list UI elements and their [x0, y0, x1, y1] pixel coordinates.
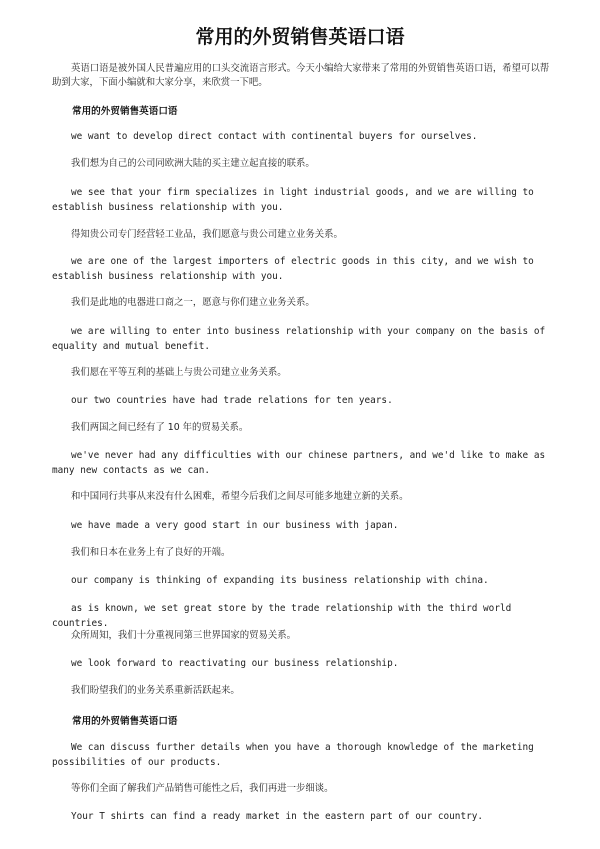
paragraph-chinese: 得知贵公司专门经营轻工业品，我们愿意与贵公司建立业务关系。 [71, 229, 343, 240]
paragraph-chinese: 我们想为自己的公司同欧洲大陆的买主建立起直接的联系。 [71, 158, 315, 169]
paragraph-english: we look forward to reactivating our business relationship. [71, 658, 399, 669]
section-heading: 常用的外贸销售英语口语 [72, 106, 178, 117]
section-heading: 常用的外贸销售英语口语 [72, 716, 178, 727]
intro-paragraph: 英语口语是被外国人民普遍应用的口头交流语言形式。今天小编给大家带来了常用的外贸销售英语口语，希望可以帮助到大家，下面小编就和大家分享，来欣赏一下吧。 [52, 63, 550, 88]
paragraph-chinese: 我们和日本在业务上有了良好的开端。 [71, 547, 231, 558]
paragraph-english: we see that your firm specializes in light industrial goods, and we are willing to establish business relationship with you. [52, 187, 534, 213]
paragraph-english: we've never had any difficulties with our chinese partners, and we'd like to make as many new contacts as we can. [52, 450, 546, 476]
paragraph-chinese: 众所周知，我们十分重视同第三世界国家的贸易关系。 [71, 630, 297, 641]
paragraph-english: our company is thinking of expanding its business relationship with china. [71, 575, 489, 586]
paragraph-english: we want to develop direct contact with continental buyers for ourselves. [71, 131, 478, 142]
paragraph-chinese: 我们是此地的电器进口商之一，愿意与你们建立业务关系。 [71, 297, 315, 308]
paragraph-english: Your T shirts can find a ready market in the eastern part of our country. [71, 811, 484, 822]
paragraph-chinese: 等你们全面了解我们产品销售可能性之后，我们再进一步细谈。 [71, 783, 334, 794]
paragraph-english: We can discuss further details when you have a thorough knowledge of the marketing possibilities of our products. [52, 742, 534, 768]
page-title: 常用的外贸销售英语口语 [195, 26, 405, 48]
paragraph-chinese: 我们愿在平等互利的基础上与贵公司建立业务关系。 [71, 367, 287, 378]
paragraph-english: we are one of the largest importers of electric goods in this city, and we wish to establish business relationship with you. [52, 256, 534, 282]
paragraph-chinese: 我们盼望我们的业务关系重新活跃起来。 [71, 685, 240, 696]
paragraph-english: we are willing to enter into business relationship with your company on the basis of equality and mutual benefit. [52, 326, 546, 352]
paragraph-chinese: 我们两国之间已经有了 10 年的贸易关系。 [71, 422, 249, 433]
paragraph-english: as is known, we set great store by the trade relationship with the third world countries. [52, 603, 512, 629]
paragraph-chinese: 和中国同行共事从来没有什么困难，希望今后我们之间尽可能多地建立新的关系。 [71, 491, 409, 502]
paragraph-english: our two countries have had trade relations for ten years. [71, 395, 393, 406]
paragraph-english: we have made a very good start in our business with japan. [71, 520, 399, 531]
